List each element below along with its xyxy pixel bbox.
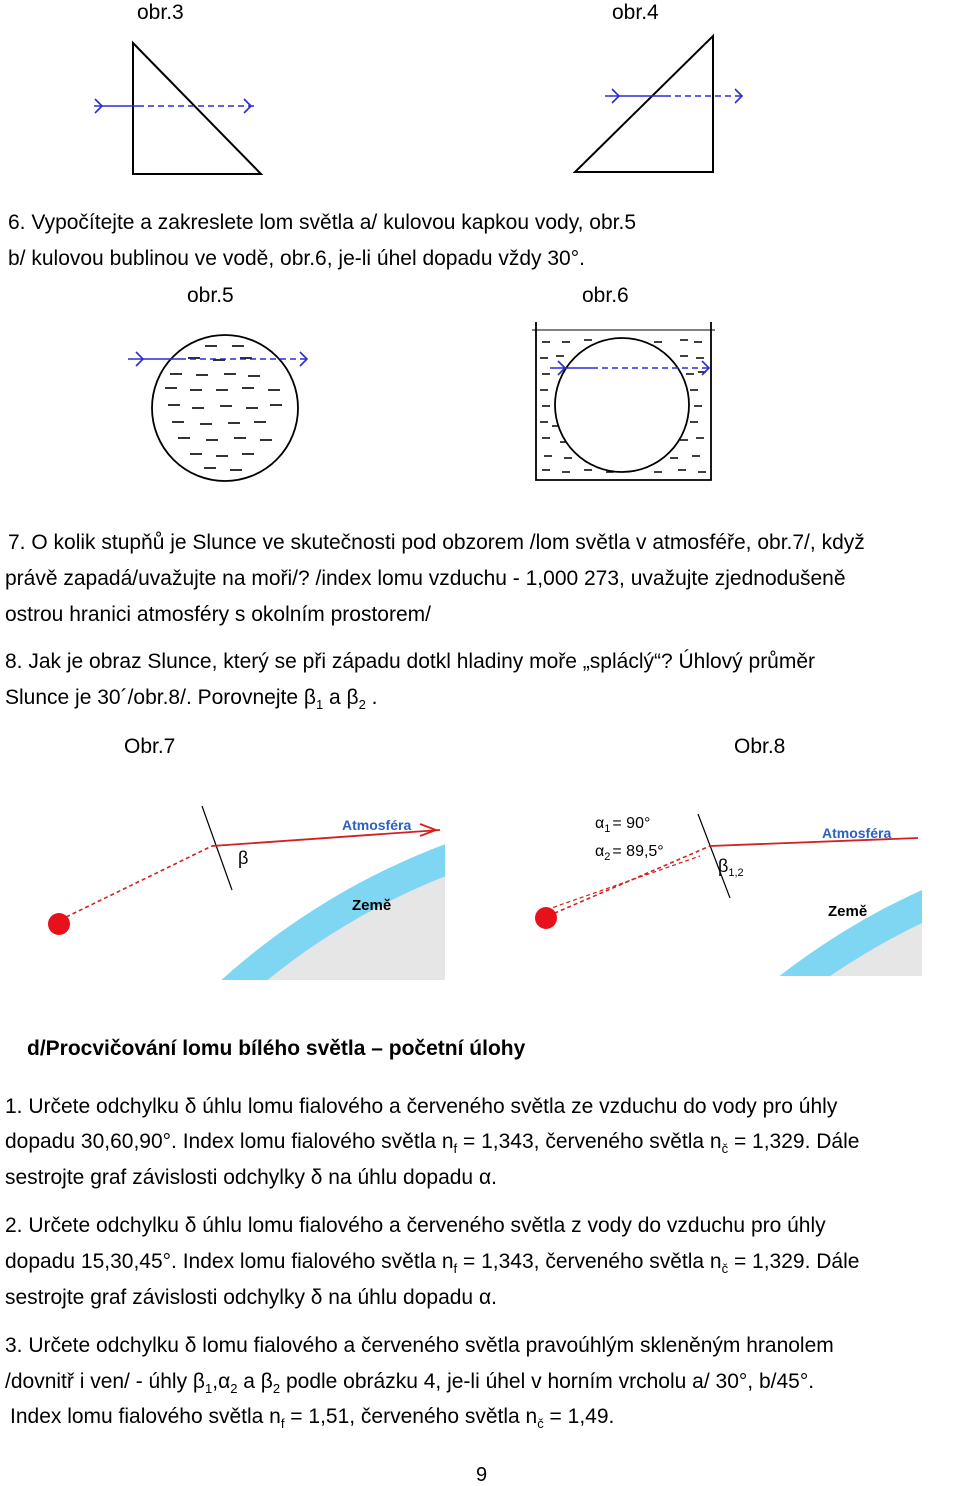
ex2-line2: dopadu 15,30,45°. Index lomu fialového světla $n_f = 1,343$, červeného světla $n_č = 1,329$. Dále bbox=[5, 1250, 860, 1277]
figure-obr7-atmosphere bbox=[40, 800, 445, 980]
figure-obr5-water-drop bbox=[120, 330, 320, 490]
task7-line1: 7. O kolik stupňů je Slunce ve skutečnosti pod obzorem /lom světla v atmosféře, obr.7/, když bbox=[8, 531, 865, 554]
ex3-line3: Index lomu fialového světla $n_f = 1,51$, červeného světla $n_č = 1,49$. bbox=[10, 1405, 615, 1432]
fig8-alpha1-label: $\alpha_1 = 90^\circ$ bbox=[595, 815, 651, 835]
ex2-line3: sestrojte graf závislosti odchylky δ na úhlu dopadu α. bbox=[5, 1286, 497, 1309]
caption-obr4: obr.4 bbox=[612, 1, 659, 24]
figure-obr6-air-bubble bbox=[530, 318, 720, 488]
fig7-earth-label: Země bbox=[352, 897, 392, 914]
ex3-line1: 3. Určete odchylku δ lomu fialového a červeného světla pravoúhlým skleněným hranolem bbox=[5, 1334, 834, 1357]
task7-line3: ostrou hranici atmosféry s okolním prostorem/ bbox=[5, 603, 431, 626]
task8-line1: 8. Jak je obraz Slunce, který se při západu dotkl hladiny moře „spláclý“? Úhlový průměr bbox=[5, 650, 816, 673]
task7-line2: právě zapadá/uvažujte na moři/? /index lomu vzduchu - 1,000 273, uvažujte zjednodušeně bbox=[5, 567, 846, 590]
task6-line2: b/ kulovou bublinou ve vodě, obr.6, je-li úhel dopadu vždy 30°. bbox=[8, 247, 585, 270]
section-d-heading: d/Procvičování lomu bílého světla – početní úlohy bbox=[27, 1037, 526, 1060]
fig7-angle-label: β bbox=[238, 848, 249, 868]
ex2-line1: 2. Určete odchylku δ úhlu lomu fialového a červeného světla z vody do vzduchu pro úhly bbox=[5, 1214, 826, 1237]
fig7-atmosphere-label: Atmosféra bbox=[342, 817, 412, 833]
figure-obr4-prism bbox=[570, 30, 770, 180]
fig8-earth-label: Země bbox=[828, 903, 868, 920]
caption-obr7: Obr.7 bbox=[124, 735, 176, 758]
page-number: 9 bbox=[476, 1464, 488, 1486]
figure-obr3-prism bbox=[80, 35, 280, 185]
caption-obr8: Obr.8 bbox=[734, 735, 786, 758]
task6-line1: 6. Vypočítejte a zakreslete lom světla a/ kulovou kapkou vody, obr.5 bbox=[8, 211, 637, 234]
caption-obr3: obr.3 bbox=[137, 1, 184, 24]
task8-line2: Slunce je 30´/obr.8/. Porovnejte $\beta_1$ a $\beta_2$ . bbox=[5, 686, 378, 713]
ex1-line3: sestrojte graf závislosti odchylky δ na úhlu dopadu α. bbox=[5, 1166, 497, 1189]
figure-obr8-atmosphere bbox=[520, 808, 925, 978]
ex1-line2: dopadu 30,60,90°. Index lomu fialového světla $n_f = 1,343$, červeného světla $n_č = 1,329$. Dále bbox=[5, 1130, 860, 1157]
caption-obr6: obr.6 bbox=[582, 284, 629, 307]
fig8-alpha2-label: $\alpha_2 = 89,5^\circ$ bbox=[595, 843, 664, 863]
fig8-beta-label: $\beta_{1,2}$ bbox=[718, 856, 744, 879]
caption-obr5: obr.5 bbox=[187, 284, 234, 307]
ex3-line2: /dovnitř i ven/ - úhly $\beta_1,\alpha_2$ a $\beta_2$ podle obrázku 4, je-li úhel v horním vrcholu a/ 30°, b/45°. bbox=[5, 1370, 815, 1397]
ex1-line1: 1. Určete odchylku δ úhlu lomu fialového a červeného světla ze vzduchu do vody pro úhly bbox=[5, 1095, 838, 1118]
fig8-atmosphere-label: Atmosféra bbox=[822, 825, 892, 841]
